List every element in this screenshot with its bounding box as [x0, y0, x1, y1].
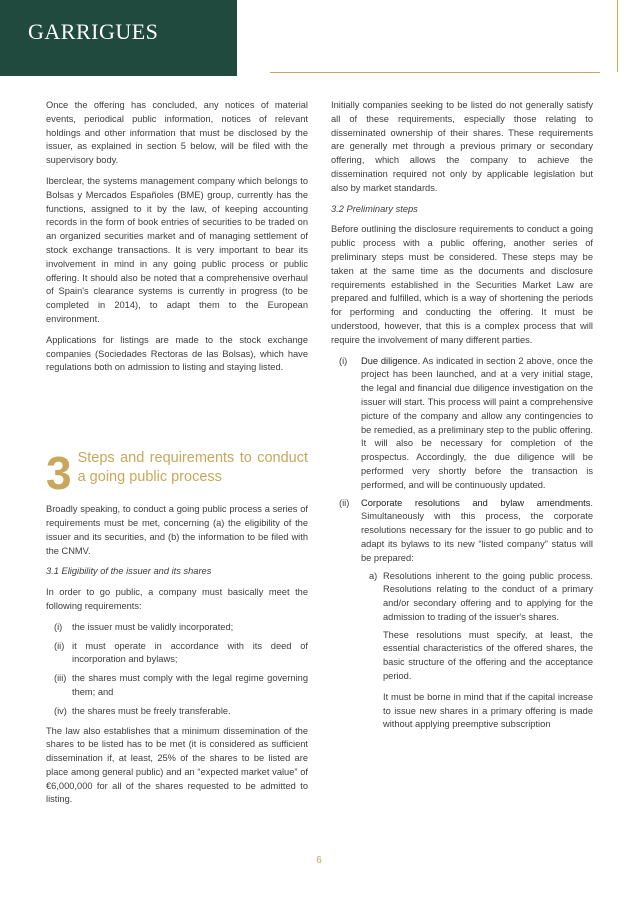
paragraph: These resolutions must specify, at least, the essential characteristics of the offered shares, the basic structure of the offering and the acceptance period.: [383, 629, 593, 682]
header-vertical-rule: [617, 0, 618, 72]
paragraph: Before outlining the disclosure requirements to conduct a going public process with a public offering, another series of preliminary steps must be considered. These steps may be taken at the same time as the documents and disclosure requirements established in the Securities Market Law are prepared and fulfilled, which is a way of shortening the periods for performing and conducting the offering. It must be understood, however, that this is a complex process that will require the involvement of many different parties.: [331, 224, 593, 345]
list-item-text: the shares must be freely transferable.: [72, 705, 231, 716]
list-item-text: the shares must comply with the legal regime governing them; and: [72, 673, 308, 697]
paragraph: Initially companies seeking to be listed do not generally satisfy all of these requirements, especially those relating to disseminated ownership of their shares. These requirements are generally met through a previous primary or secondary offering, which allows the company to achieve the dissemination required not only by applicable legislation but also by market standards.: [331, 100, 593, 193]
paragraph: Broadly speaking, to conduct a going public process a series of requirements must be met, concerning (a) the eligibility of the issuer and its securities, and (b) the information to be filed with the CNMV.: [46, 504, 308, 556]
list-item: [54, 621, 308, 635]
brand-logo: GARRIGUES: [28, 19, 159, 44]
list-item-number: (ii): [54, 640, 65, 651]
step-text: . Simultaneously with this process, the corporate resolutions necessary for the issuer to go public and to adapt its bylaws to its new “listed company” status will be prepared:: [361, 497, 593, 563]
list-item: [54, 640, 308, 668]
sub-step-body: [383, 570, 593, 625]
step-number: (ii): [339, 497, 350, 508]
sub-step-item: [331, 570, 593, 625]
page-number: 6: [316, 855, 322, 866]
step-lead: Corporate resolutions and bylaw amendments: [361, 497, 591, 508]
header-rule: [270, 72, 600, 73]
list-item-number: (iv): [54, 705, 67, 716]
left-column: [46, 99, 308, 814]
brand-header: [0, 0, 237, 76]
list-item: [54, 672, 308, 700]
sub-step-lead: Resolutions inherent to the going public process: [383, 570, 591, 581]
list-item-text: it must operate in accordance with its deed of incorporation and bylaws;: [72, 640, 308, 665]
sub-step-letter: a): [369, 570, 378, 581]
paragraph: Applications for listings are made to the stock exchange companies (Sociedades Rectoras de las Bolsas), which have regulations both on admission to listing and staying listed.: [46, 334, 308, 373]
paragraph: In order to go public, a company must basically meet the following requirements:: [46, 587, 308, 611]
subsection-heading: 3.1 Eligibility of the issuer and its shares: [46, 566, 212, 577]
step-lead: Due diligence: [361, 355, 418, 366]
section-title: Steps and requirements to conduct a going public process: [77, 450, 308, 486]
right-column: [331, 99, 593, 739]
step-body: [361, 497, 593, 566]
paragraph: Once the offering has concluded, any notices of material events, periodical public information, notices of relevant holdings and other information that must be disclosed by the issuer, as explained in section 5 below, will be filed with the supervisory body.: [46, 100, 308, 166]
list-item-number: (i): [54, 621, 63, 632]
step-body: [361, 355, 593, 493]
step-number: (i): [339, 355, 348, 366]
paragraph: The law also establishes that a minimum dissemination of the shares to be listed has to be met (it is considered as sufficient dissemination if, at least, 25% of the shares to be listed are place among general public) and an “expected market value” of €6,000,000 for all of the shares requested to be admitted to listing.: [46, 725, 308, 805]
paragraph: Iberclear, the systems management company which belongs to Bolsas y Mercados Españoles (BME) group, currently has the functions, assigned to it by the law, of keeping accounting records in the form of book entries of securities to be traded on an organized securities market and of managing settlement of stock exchange transactions. It is very important to bear its involvement in mind in any going public process or public offering. It should also be noted that a comprehensive overhaul of Spain's clearance systems is currently in progress (to be completed in 2014), to adapt them to the European environment.: [46, 175, 308, 324]
step-item: [331, 497, 593, 566]
sub-step-text: . Resolutions relating to the conduct of a primary and/or secondary offering and to applying for the admission to trading of the issuer's shares.: [383, 570, 593, 622]
subsection-heading: 3.2 Preliminary steps: [331, 203, 418, 214]
paragraph: It must be borne in mind that if the capital increase to issue new shares in a primary offering is made without applying preemptive subscription: [383, 691, 593, 730]
section-heading: [46, 445, 308, 500]
requirements-list: [46, 621, 308, 719]
step-text: . As indicated in section 2 above, once the project has been launched, and at a very initial stage, the legal and financial due diligence investigation on the issuer will start. This process will paint a comprehensive picture of the company and allow any contingencies to be remedied, as a preliminary step to the public offering. It will also be necessary for completion of the prospectus. Accordingly, the due diligence will be performed very shortly before the transaction is performed, and will be continuously updated.: [361, 355, 593, 490]
list-item: [54, 705, 308, 719]
section-number: 3: [46, 447, 72, 500]
list-item-text: the issuer must be validly incorporated;: [72, 621, 234, 632]
step-item: [331, 355, 593, 493]
list-item-number: (iii): [54, 673, 67, 684]
